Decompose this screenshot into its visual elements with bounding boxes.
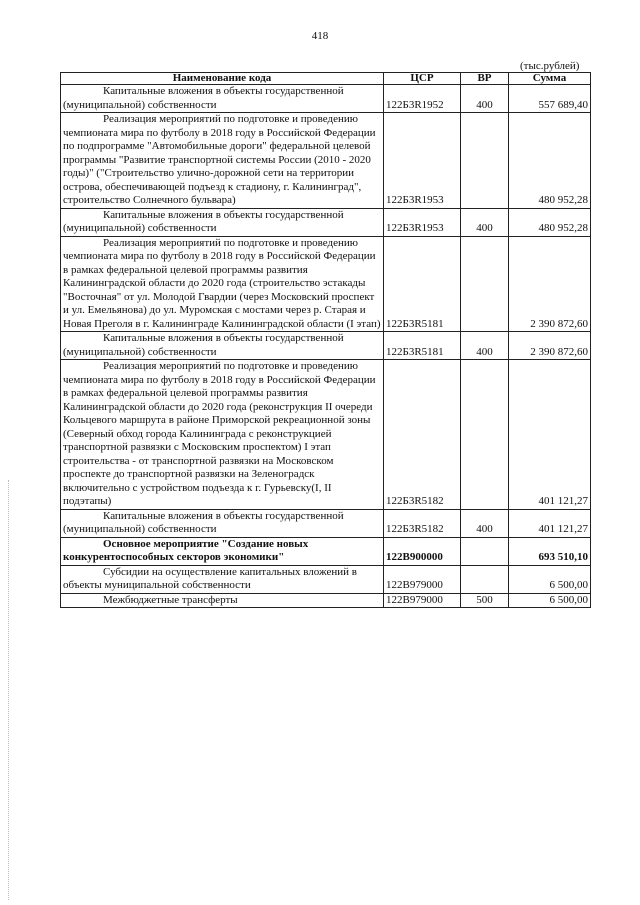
table-row [61,113,591,209]
row-sum-cell: 2 390 872,60 [509,236,591,332]
row-csr-cell: 122В979000 [384,593,461,608]
table-row [61,236,591,332]
header-name: Наименование кода [61,73,384,85]
table-row [61,332,591,360]
row-sum-cell: 6 500,00 [509,565,591,593]
row-vr-cell: 400 [461,509,509,537]
row-sum-cell: 401 121,27 [509,509,591,537]
page-number: 418 [311,30,329,42]
row-csr-cell: 122Б3R5182 [384,360,461,510]
row-name-cell: Реализация мероприятий по подготовке и проведению чемпионата мира по футболу в 2018 году в Российской Федерации в рамках федеральной целевой программы развития Калининградской области до 2020 года (строительство эстакады "Восточная" от ул. Молодой Гвардии (через Московский проспект и ул. Емельянова) до ул. Муромская с мостами через р. Старая и Новая Преголя в г. Калининграде Калининградской области (I этап) [61,236,384,332]
table-row [61,360,591,510]
row-name-cell: Межбюджетные трансферты [61,593,384,608]
table-body [61,85,591,608]
row-name-cell: Реализация мероприятий по подготовке и проведению чемпионата мира по футболу в 2018 году в Российской Федерации по подпрограмме "Автомобильные дороги" федеральной целевой программы "Развитие транспортной системы России (2010 - 2020 годы)" ("Строительство улично-дорожной сети на территории острова, обеспечивающей подъезд к стадиону, г. Калининград", строительство Солнечного бульвара) [61,113,384,209]
row-csr-cell: 122Б3R5181 [384,236,461,332]
row-vr-cell [461,236,509,332]
row-name-cell: Капитальные вложения в объекты государственной (муниципальной) собственности [61,332,384,360]
table-header-row [61,73,591,85]
row-sum-cell: 557 689,40 [509,85,591,113]
row-csr-cell: 122Б3R5181 [384,332,461,360]
row-vr-cell: 400 [461,332,509,360]
row-csr-cell: 122Б3R1952 [384,85,461,113]
row-vr-cell: 400 [461,85,509,113]
table-row [61,509,591,537]
header-sum: Сумма [509,73,591,85]
row-csr-cell: 122Б3R5182 [384,509,461,537]
row-name-cell: Капитальные вложения в объекты государственной (муниципальной) собственности [61,85,384,113]
row-sum-cell: 401 121,27 [509,360,591,510]
row-vr-cell: 500 [461,593,509,608]
table-row [61,85,591,113]
row-csr-cell: 122Б3R1953 [384,208,461,236]
margin-scan-marks [8,480,11,900]
row-sum-cell: 6 500,00 [509,593,591,608]
row-sum-cell: 480 952,28 [509,208,591,236]
units-label: (тыс.рублей) [520,60,580,72]
row-vr-cell [461,565,509,593]
row-sum-cell: 480 952,28 [509,113,591,209]
row-name-cell: Капитальные вложения в объекты государственной (муниципальной) собственности [61,509,384,537]
row-vr-cell [461,537,509,565]
row-vr-cell [461,360,509,510]
row-vr-cell: 400 [461,208,509,236]
header-vr: ВР [461,73,509,85]
header-csr: ЦСР [384,73,461,85]
row-csr-cell: 122В979000 [384,565,461,593]
row-csr-cell: 122Б3R1953 [384,113,461,209]
table-row [61,565,591,593]
row-name-cell: Субсидии на осуществление капитальных вложений в объекты муниципальной собственности [61,565,384,593]
table-row [61,208,591,236]
row-sum-cell: 2 390 872,60 [509,332,591,360]
table-row [61,593,591,608]
row-csr-cell: 122В900000 [384,537,461,565]
table-row [61,537,591,565]
row-sum-cell: 693 510,10 [509,537,591,565]
row-name-cell: Капитальные вложения в объекты государственной (муниципальной) собственности [61,208,384,236]
row-name-cell: Реализация мероприятий по подготовке и проведению чемпионата мира по футболу в 2018 году в Российской Федерации в рамках федеральной целевой программы развития Калининградской области до 2020 года (реконструкция II очереди Кольцевого маршрута в районе Приморской рекреационной зоны (Северный обход города Калининграда с реконструкцией транспортной развязки с Московским проспектом) I этап строительства - от транспортной развязки на Московском проспекте до транспортной развязки на Зеленоградск включительно с устройством подъезда к г. Гурьевску(I, II подэтапы) [61,360,384,510]
budget-table [60,72,591,608]
row-name-cell: Основное мероприятие "Создание новых конкурентоспособных секторов экономики" [61,537,384,565]
row-vr-cell [461,113,509,209]
